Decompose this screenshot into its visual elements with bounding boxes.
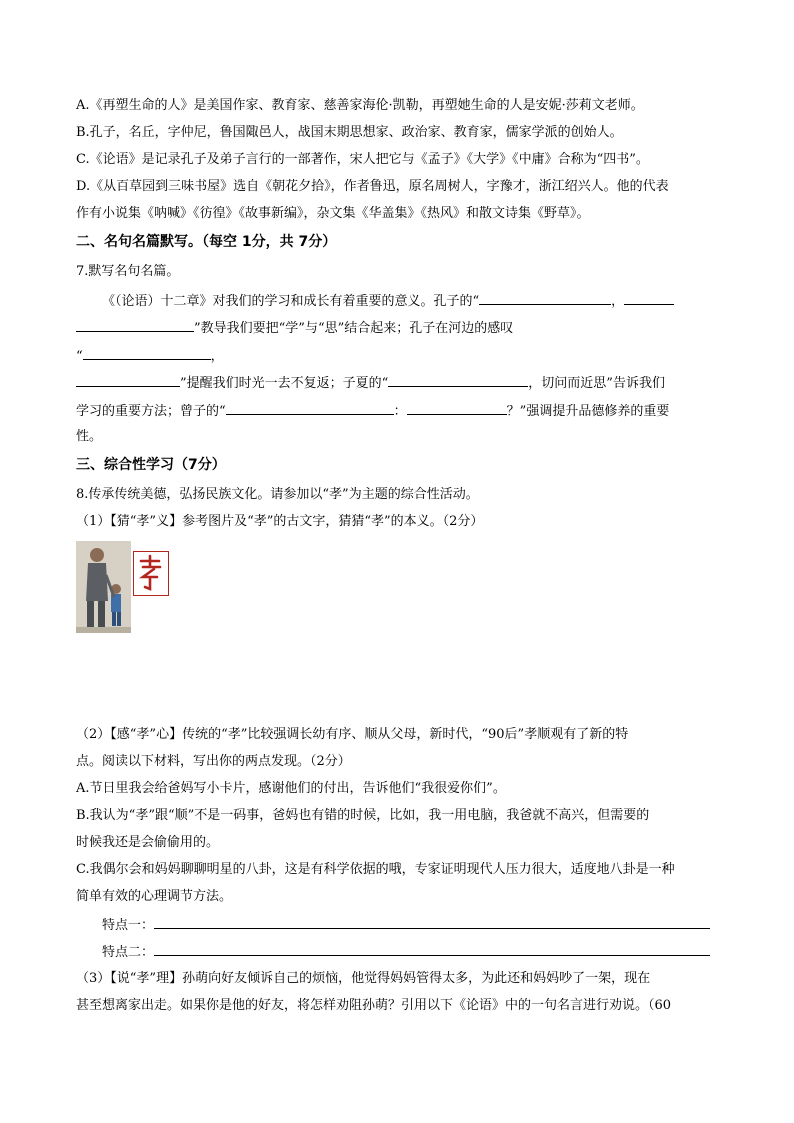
q8-part3-line1: （3）【说“孝”理】孙萌向好友倾诉自己的烦恼，他觉得妈妈管得太多，为此还和妈妈吵了一架，现在: [76, 971, 651, 986]
q7-colon: ：: [393, 404, 407, 419]
q7-text: ，切问而近思”告诉我们: [528, 376, 665, 391]
filial-piety-illustration: [76, 541, 170, 633]
feature-2-row: [102, 942, 710, 962]
q7-line5: [76, 401, 669, 421]
q7-text: ”教导我们要把“学”与“思”结合起来；孔子在河边的感叹: [194, 321, 514, 336]
section3-title: 三、综合性学习（7分）: [76, 457, 226, 473]
blank-1[interactable]: [479, 291, 611, 305]
feature-1-row: [102, 915, 710, 935]
q7-comma: ，: [611, 294, 625, 309]
material-c-line2: 简单有效的心理调节方法。: [76, 889, 233, 904]
q7-text: 学习的重要方法；曾子的“: [76, 404, 226, 419]
option-d-line2: 作有小说集《呐喊》《彷徨》《故事新编》，杂文集《华盖集》《热风》和散文诗集《野草》。: [76, 206, 590, 221]
q7-line2: [76, 318, 513, 338]
q8-part1: （1）【猜“孝”义】参考图片及“孝”的古文字，猜猜“孝”的本义。（2分）: [76, 514, 484, 529]
material-b-line1: B.我认为“孝”跟“顺”不是一码事，爸妈也有错的时候，比如，我一用电脑，我爸就不高兴，但需要的: [76, 808, 650, 823]
option-c: C.《论语》是记录孔子及弟子言行的一部著作，宋人把它与《孟子》《大学》《中庸》合称为“四书”。: [76, 152, 649, 167]
feature-1-label: 特点一：: [102, 918, 155, 933]
material-c-line1: C.我偶尔会和妈妈聊聊明星的八卦，这是有科学依据的哦，专家证明现代人压力很大，适度地八卦是一种: [76, 862, 675, 877]
section2-title: 二、名句名篇默写。（每空 1分，共 7分）: [76, 234, 337, 250]
seal-xiao-ancient-character: [133, 551, 169, 596]
q7-text: 《（论语）十二章》对我们的学习和成长有着重要的意义。孔子的“: [102, 294, 480, 309]
q8-part2-line1: （2）【感“孝”心】传统的“孝”比较强调长幼有序、顺从父母，新时代，“90后”孝顺观有了新的特: [76, 727, 629, 742]
blank-2b[interactable]: [76, 318, 194, 332]
blank-3[interactable]: [83, 346, 211, 360]
q7-quote: “: [76, 349, 83, 364]
question-7: 7.默写名句名篇。: [76, 264, 180, 279]
material-a: A.节日里我会给爸妈写小卡片，感谢他们的付出，告诉他们“我很爱你们”。: [76, 781, 506, 796]
q7-line3: [76, 346, 224, 366]
feature-2-answer-line[interactable]: [154, 942, 710, 956]
blank-4[interactable]: [76, 373, 180, 387]
q7-line4: [76, 373, 665, 393]
feature-2-label: 特点二：: [102, 945, 155, 960]
option-d-line1: D.《从百草园到三味书屋》选自《朝花夕拾》，作者鲁迅，原名周树人，字豫才，浙江绍兴人。他的代表: [76, 179, 669, 194]
blank-7[interactable]: [407, 401, 507, 415]
q8-part3-line2: 甚至想离家出走。如果你是他的好友，将怎样劝阻孙萌？引用以下《论语》中的一句名言进行劝说。（60: [76, 998, 672, 1013]
option-a: A.《再塑生命的人》是美国作家、教育家、慈善家海伦·凯勒，再塑她生命的人是安妮·莎莉文老师。: [76, 98, 644, 113]
q7-line6: 性。: [76, 429, 103, 444]
blank-6[interactable]: [226, 401, 394, 415]
material-b-line2: 时候我还是会偷偷用的。: [76, 835, 220, 850]
q7-line1: [102, 291, 674, 311]
q7-text: ”提醒我们时光一去不复返；子夏的“: [180, 376, 389, 391]
q7-text: ？”强调提升品德修养的重要: [506, 404, 670, 419]
option-b: B.孔子，名丘，字仲尼，鲁国陬邑人，战国末期思想家、政治家、教育家，儒家学派的创始人。: [76, 125, 623, 140]
question-8: 8.传承传统美德，弘扬民族文化。请参加以“孝”为主题的综合性活动。: [76, 487, 479, 502]
feature-1-answer-line[interactable]: [154, 915, 710, 929]
elder-with-child-image: [76, 541, 131, 633]
blank-5[interactable]: [388, 373, 528, 387]
q8-part2-line2: 点。阅读以下材料，写出你的两点发现。（2分）: [76, 754, 351, 769]
q7-comma: ，: [210, 349, 224, 364]
blank-2a[interactable]: [624, 291, 674, 305]
